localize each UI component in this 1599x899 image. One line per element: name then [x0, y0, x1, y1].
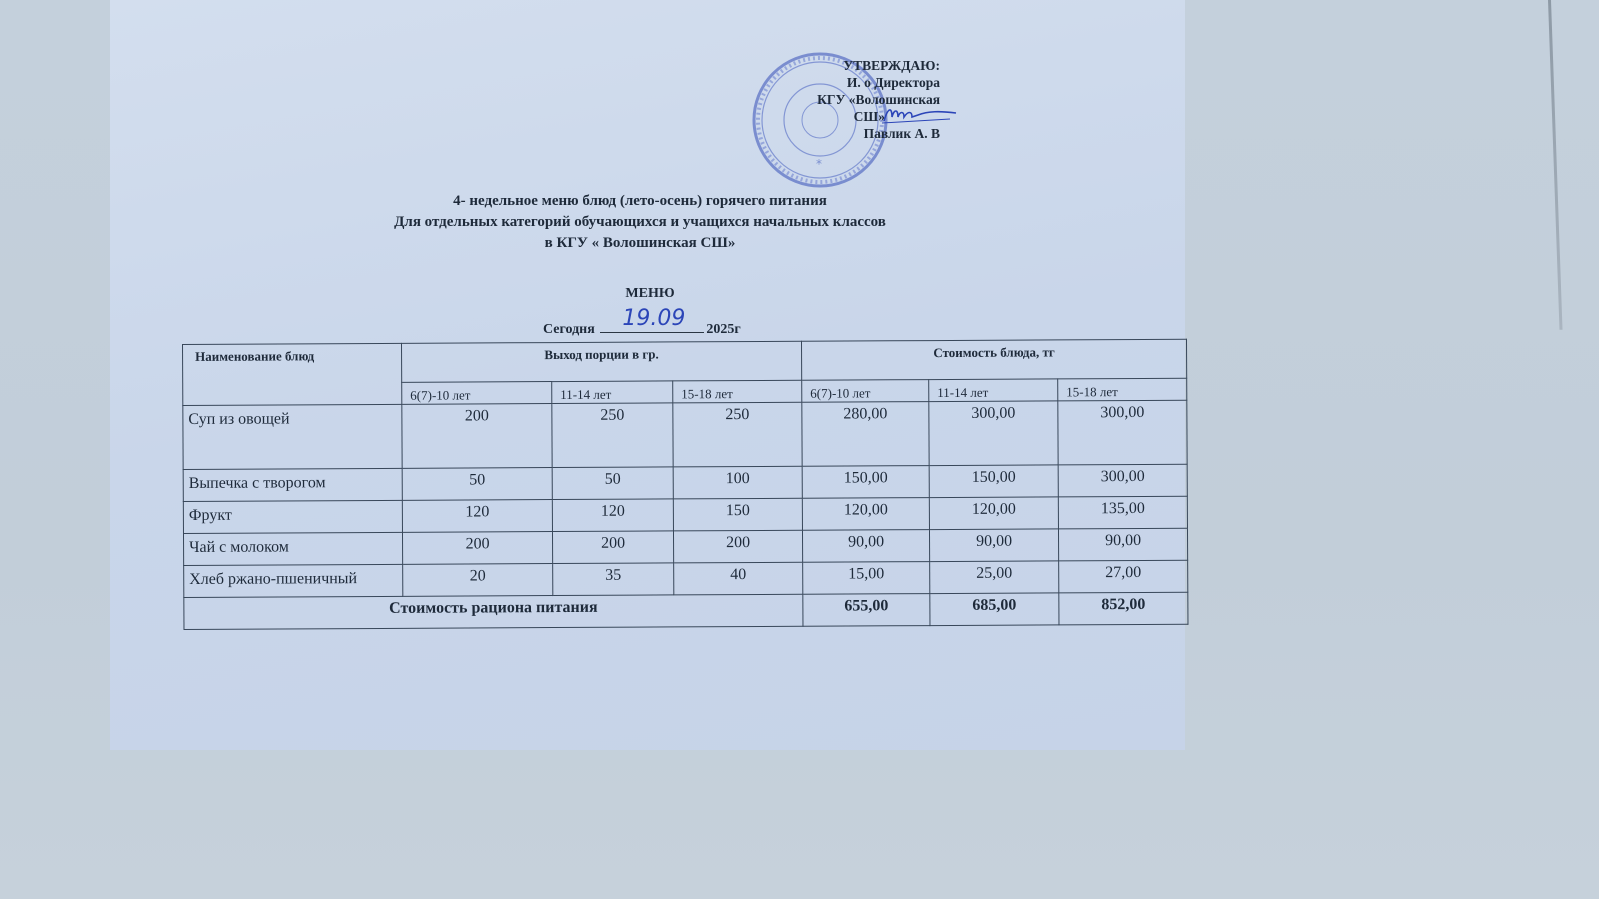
approval-title: УТВЕРЖДАЮ: [843, 58, 940, 73]
dish-name: Чай с молоком [183, 532, 402, 565]
dish-name: Суп из овощей [183, 404, 402, 469]
price-cell: 135,00 [1058, 496, 1187, 529]
wall-edge [1548, 0, 1563, 330]
table-row [184, 560, 1188, 597]
weight-cell: 50 [552, 467, 673, 500]
price-cell: 25,00 [930, 561, 1059, 594]
weight-cell: 35 [553, 563, 674, 596]
year-suffix: 2025г [706, 322, 741, 337]
age-group-price-2: 11-14 лет [929, 379, 1058, 402]
total-cell: 655,00 [803, 594, 930, 627]
age-group-weight-2: 11-14 лет [552, 381, 673, 404]
price-cell: 90,00 [802, 530, 929, 563]
header-dish-price: Стоимость блюда, тг [801, 339, 1186, 380]
today-label: Сегодня [543, 322, 595, 337]
weight-cell: 120 [402, 500, 552, 533]
price-cell: 280,00 [802, 402, 929, 467]
price-cell: 300,00 [1058, 400, 1187, 465]
handwritten-signature [880, 103, 960, 125]
age-group-price-1: 6(7)-10 лет [802, 380, 929, 403]
heading-line-3: в КГУ « Волошинская СШ» [544, 235, 736, 251]
price-cell: 120,00 [802, 498, 929, 531]
total-cell: 685,00 [930, 593, 1059, 626]
approval-organization: КГУ «Волошинская [817, 92, 940, 107]
table-row [183, 400, 1187, 469]
table-total-row [184, 592, 1188, 629]
approval-block [790, 57, 940, 142]
price-cell: 15,00 [803, 562, 930, 595]
header-portion-weight: Выход порции в гр. [401, 341, 801, 382]
table-row [183, 528, 1187, 565]
price-cell: 150,00 [802, 466, 929, 499]
weight-cell: 40 [674, 562, 803, 595]
total-cell: 852,00 [1059, 592, 1188, 625]
approval-position: И. о Директора [846, 75, 940, 90]
total-label: Стоимость рациона питания [184, 594, 803, 629]
dish-name: Фрукт [183, 500, 402, 533]
dish-name: Хлеб ржано-пшеничный [184, 564, 403, 597]
weight-cell: 150 [673, 498, 802, 531]
today-date-line [543, 306, 803, 338]
price-cell: 300,00 [929, 401, 1058, 466]
weight-cell: 200 [673, 530, 802, 563]
price-cell: 150,00 [929, 465, 1058, 498]
dish-name: Выпечка с творогом [183, 468, 402, 501]
heading-line-2: Для отдельных категорий обучающихся и учащихся начальных классов [394, 214, 886, 230]
handwritten-date: 19.09 [622, 306, 686, 331]
weight-cell: 100 [673, 466, 802, 499]
approval-organization-end: СШ» [853, 109, 885, 124]
header-dish-name: Наименование блюд [183, 343, 402, 405]
table-row [183, 496, 1187, 533]
date-blank [600, 306, 704, 333]
age-group-weight-3: 15-18 лет [673, 380, 802, 403]
price-cell: 300,00 [1058, 464, 1187, 497]
document-heading [320, 191, 960, 254]
weight-cell: 200 [402, 404, 552, 469]
price-cell: 27,00 [1059, 560, 1188, 593]
age-group-weight-1: 6(7)-10 лет [402, 382, 552, 405]
approval-signer: Павлик А. В [863, 126, 940, 141]
price-cell: 90,00 [1058, 528, 1187, 561]
weight-cell: 250 [552, 403, 673, 468]
price-cell: 90,00 [929, 529, 1058, 562]
weight-cell: 120 [552, 499, 673, 532]
weight-cell: 250 [673, 402, 802, 467]
price-cell: 120,00 [929, 497, 1058, 530]
table-header-row [183, 339, 1187, 383]
table-row [183, 464, 1187, 501]
weight-cell: 200 [402, 532, 552, 565]
heading-line-1: 4- недельное меню блюд (лето-осень) горячего питания [453, 193, 827, 209]
age-group-price-3: 15-18 лет [1058, 378, 1187, 401]
weight-cell: 200 [552, 531, 673, 564]
weight-cell: 20 [403, 564, 553, 597]
svg-text:*: * [816, 157, 822, 171]
menu-title: МЕНЮ [625, 286, 675, 301]
weight-cell: 50 [402, 468, 552, 501]
menu-table [182, 339, 1188, 630]
